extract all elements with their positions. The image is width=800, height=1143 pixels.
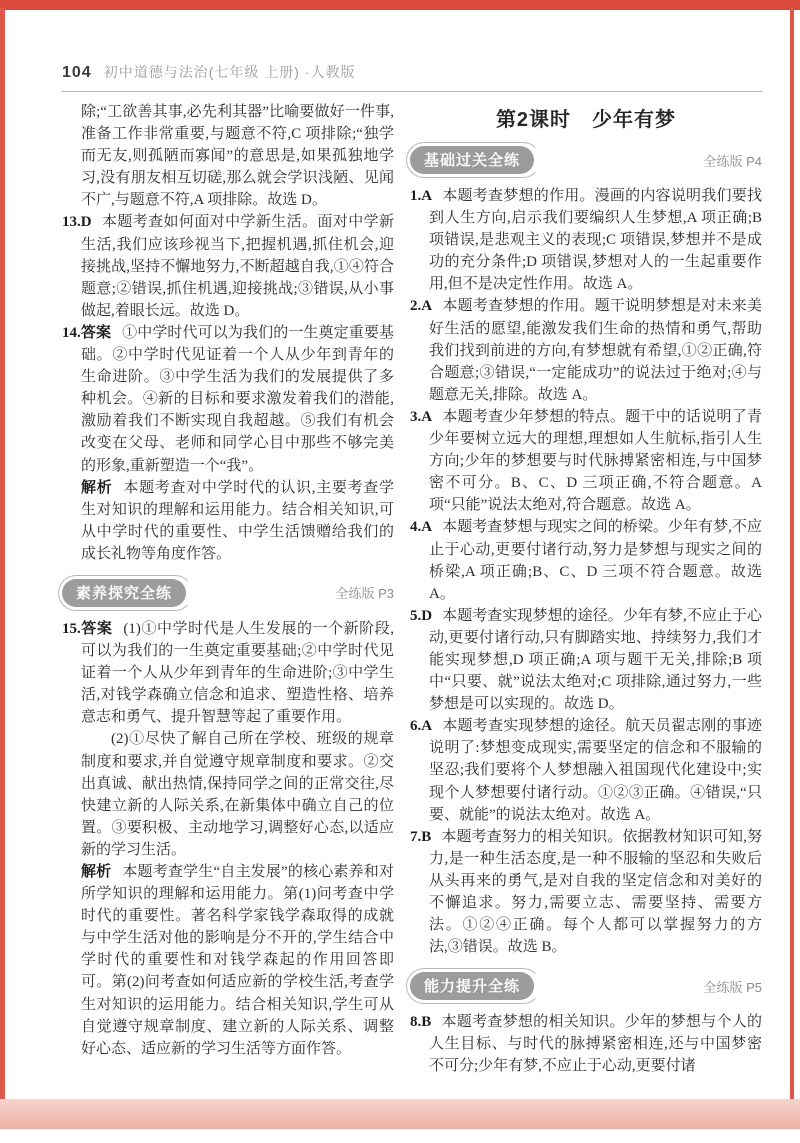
answer-label-15: 答案 [80, 619, 113, 637]
section-header-suyang [62, 578, 394, 608]
answer-text-7: 本题考查努力的相关知识。依据教材知识可知,努力,是一种生活态度,是一种不服输的坚忍和失败后从头再来的勇气,是对自我的坚定信念和对美好的不懈追求。努力,需要立志、需要坚持、需要方法。①②④正确。每个人都可以掌握努力的方法,③错误。故选 B。 [429, 828, 762, 956]
question-number-6: 6.A [410, 718, 433, 735]
question-number-13: 13.D [62, 214, 92, 231]
answer-item-5 [410, 605, 762, 715]
page-header [62, 62, 762, 92]
question-number-7: 7.B [410, 828, 432, 845]
question-number-4: 4.A [410, 519, 433, 536]
page-edge-top [0, 0, 800, 10]
answer-item-13 [62, 211, 394, 321]
question-number-14: 14. [62, 324, 81, 341]
page-content [62, 62, 762, 1078]
answer-item-8 [410, 1011, 762, 1077]
answer-item-15 [62, 618, 394, 728]
section-header-jichu [410, 145, 762, 175]
answer-item-2 [410, 295, 762, 405]
analysis-item-14 [62, 477, 394, 565]
right-column [410, 101, 762, 1078]
page-edge-right [790, 8, 794, 1105]
question-number-15: 15. [62, 620, 81, 637]
answer-item-3 [410, 406, 762, 516]
section-header-nengli [410, 971, 762, 1001]
answer-text-13: 本题考查如何面对中学新生活。面对中学新生活,我们应该珍视当下,把握机遇,抓住机会,迎接挑战,坚持不懈地努力,不断超越自我,①④符合题意;②错误,抓住机遇,迎接挑战;③错误,从小事做起,着眼长远。故选 D。 [81, 214, 394, 319]
two-column-layout [62, 101, 762, 1078]
analysis-text-15: 本题考查学生“自主发展”的核心素养和对所学知识的理解和运用能力。第(1)问考查中学时代的重要性。著名科学家钱学森取得的成就与中学生活对他的影响是分不开的,学生结合中学时代的重要性和对钱学森起的作用回答即可。第(2)问考查如何适应新的学校生活,考查学生对知识的运用能力。结合相关知识,学生可从自觉遵守规章制度、建立新的人际关系、调整好心态、适应新的学习生活等方面作答。 [81, 864, 394, 1057]
analysis-item-15 [62, 861, 394, 1060]
answer-text-15-part2: (2)①尽快了解自己所在学校、班级的规章制度和要求,并自觉遵守规章制度和要求。②交出真诚、献出热情,保持同学之间的正常交往,尽快建立新的人际关系,在新集体中确立自己的位置。③要积极、主动地学习,调整好心态,以适应新的学习生活。 [81, 731, 394, 858]
answer-text-14: ①中学时代可以为我们的一生奠定重要基础。②中学时代见证着一个人从少年到青年的生命进阶。③中学生活为我们的发展提供了多种机会。④新的目标和要求激发着我们的潜能,激励着我们不断实现自我超越。⑤我们有机会改变在父母、老师和同学心目中那些不够完美的形象,重新塑造一个“我”。 [81, 324, 394, 474]
page-edge-left [0, 8, 5, 1105]
section-page-ref-p4: 全练版 P4 [703, 153, 762, 169]
answer-item-4 [410, 516, 762, 604]
answer-item-1 [410, 185, 762, 295]
section-badge-nengli: 能力提升全练 [410, 972, 534, 1000]
answer-text-4: 本题考查梦想与现实之间的桥梁。少年有梦,不应止于心动,更要付诸行动,努力是梦想与现实之间的桥梁,A 项正确;B、C、D 三项不符合题意。故选 A。 [429, 519, 762, 602]
answer-text-6: 本题考查实现梦想的途径。航天员翟志刚的事迹说明了:梦想变成现实,需要坚定的信念和不服输的坚忍;我们要将个人梦想融入祖国现代化建设中;实现个人梦想要付诸行动。①②③正确。④错误,“只要、就能”的说法太绝对。故选 A。 [429, 718, 762, 823]
answer-item-6 [410, 715, 762, 825]
question-number-5: 5.D [410, 607, 433, 624]
book-title: 初中道德与法治(七年级 上册) ·人教版 [103, 64, 356, 80]
page-number: 104 [62, 64, 92, 81]
answer-label-14: 答案 [80, 323, 112, 341]
page-edge-bottom [0, 1099, 800, 1129]
continued-answer-12: 除;“工欲善其事,必先利其器”比喻要做好一件事,准备工作非常重要,与题意不符,C 项排除;“独学而无友,则孤陋而寡闻”的意思是,如果孤独地学习,没有朋友相互切磋,那么就会学识浅陋、见闻不广,与题意不符,A 项排除。故选 D。 [81, 104, 394, 209]
question-number-3: 3.A [410, 408, 433, 425]
answer-item-14 [62, 322, 394, 477]
section-badge-jichu: 基础过关全练 [410, 146, 534, 174]
answer-text-15-part1: (1)①中学时代是人生发展的一个新阶段,可以为我们的一生奠定重要基础;②中学时代见证着一个人从少年到青年的生命进阶;③中学生活,对钱学森确立信念和追求、塑造性格、培养意志和勇气、提升智慧等起了重要作用。 [81, 620, 394, 726]
section-page-ref-p3: 全练版 P3 [335, 586, 394, 602]
question-number-2: 2.A [410, 298, 433, 315]
question-number-1: 1.A [410, 188, 433, 204]
analysis-label-14: 解析 [81, 478, 113, 496]
analysis-label-15: 解析 [81, 863, 112, 880]
analysis-text-14: 本题考查对中学时代的认识,主要考查学生对知识的理解和运用能力。结合相关知识,可从中学时代的重要性、中学生活馈赠给我们的成长礼物等角度作答。 [81, 479, 394, 562]
answer-text-8: 本题考查梦想的相关知识。少年的梦想与个人的人生目标、与时代的脉搏紧密相连,还与中国梦密不可分;少年有梦,不应止于心动,更要付诸 [429, 1014, 762, 1075]
answer-text-1: 本题考查梦想的作用。漫画的内容说明我们要找到人生方向,启示我们要编织人生梦想,A 项正确;B 项错误,是悲观主义的表现;C 项错误,梦想并不是成功的充分条件;D 项错误,梦想对人的一生起重要作用,但不是决定性作用。故选 A。 [429, 188, 762, 293]
section-page-ref-p5: 全练版 P5 [703, 979, 762, 995]
section-badge-suyang: 素养探究全练 [62, 579, 186, 607]
answer-text-5: 本题考查实现梦想的途径。少年有梦,不应止于心动,更要付诸行动,只有脚踏实地、持续努力,我们才能实现梦想,D 项正确;A 项与题干无关,排除;B 项中“只要、就”说法太绝对;C 项排除,通过努力,一些梦想是可以实现的。故选 D。 [429, 607, 762, 713]
answer-text-2: 本题考查梦想的作用。题干说明梦想是对未来美好生活的愿望,能激发我们生命的热情和勇气,帮助我们找到前进的方向,有梦想就有希望,①②正确,符合题意;③错误,“一定能成功”的说法过于绝对;④与题意无关,排除。故选 A。 [429, 298, 762, 403]
left-column [62, 101, 394, 1078]
answer-text-3: 本题考查少年梦想的特点。题干中的话说明了青少年要树立远大的理想,理想如人生航标,指引人生方向;少年的梦想要与时代脉搏紧密相连,与中国梦密不可分。B、C、D 三项正确,不符合题意。A 项“只能”说法太绝对,符合题意。故选 A。 [429, 408, 762, 514]
question-number-8: 8.B [410, 1014, 432, 1031]
lesson-title: 第2课时 少年有梦 [495, 109, 677, 131]
answer-item-7 [410, 826, 762, 959]
